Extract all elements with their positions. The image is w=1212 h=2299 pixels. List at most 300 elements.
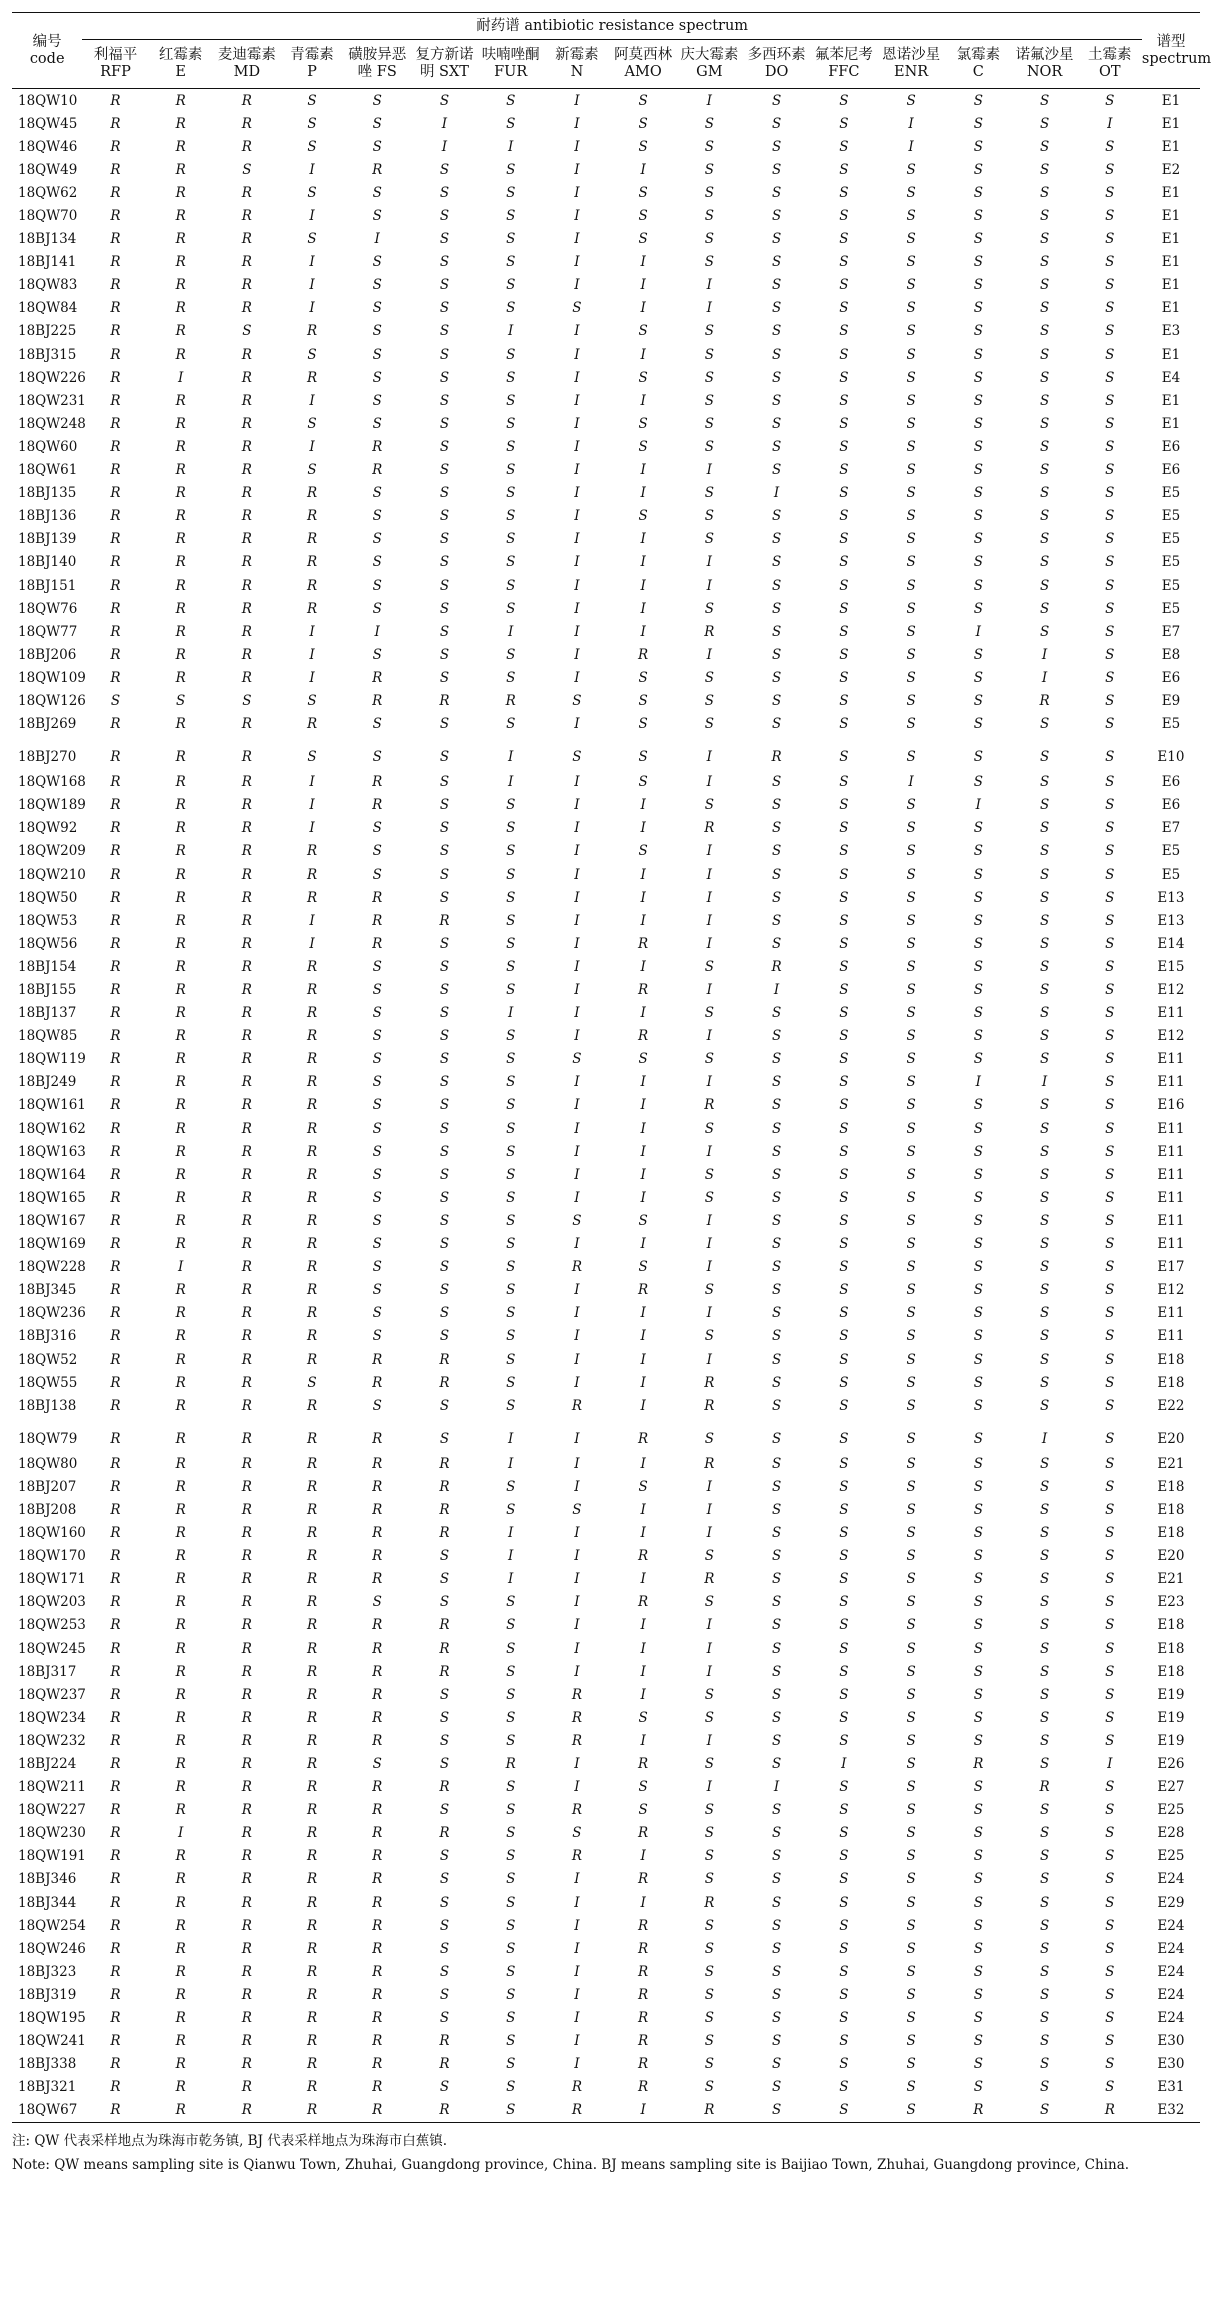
resistance-value: S — [439, 1120, 450, 1137]
strain-code: 18QW195 — [18, 2010, 86, 2027]
resistance-value: R — [306, 1871, 318, 1888]
table-row — [12, 1776, 1200, 1799]
resistance-value: S — [1105, 1143, 1115, 1160]
resistance-value: R — [110, 138, 121, 155]
resistance-value: S — [372, 1166, 382, 1183]
table-row — [12, 574, 1200, 597]
table-row — [12, 689, 1200, 712]
resistance-table-figure — [12, 12, 1212, 2177]
resistance-value: S — [906, 1143, 916, 1160]
resistance-value: S — [506, 1374, 516, 1391]
table-row — [12, 620, 1200, 643]
resistance-value: S — [839, 1074, 849, 1091]
resistance-value: S — [1039, 323, 1050, 340]
spectrum-type: E3 — [1161, 323, 1181, 340]
resistance-value: S — [839, 462, 849, 479]
resistance-value: I — [309, 912, 315, 929]
resistance-value: I — [640, 2102, 646, 2119]
resistance-value: S — [506, 1305, 516, 1322]
resistance-value: R — [306, 1236, 318, 1253]
resistance-value: S — [973, 2033, 983, 2050]
resistance-value: I — [640, 346, 646, 363]
resistance-value: S — [1039, 1686, 1050, 1703]
resistance-value: S — [973, 1802, 983, 1819]
spectrum-type: E11 — [1157, 1143, 1185, 1160]
resistance-value: S — [771, 820, 782, 837]
resistance-value: S — [771, 1986, 782, 2003]
strain-code: 18BJ139 — [18, 531, 77, 548]
resistance-value: S — [906, 889, 916, 906]
resistance-value: I — [574, 1028, 580, 1045]
resistance-value: S — [906, 1236, 916, 1253]
resistance-value: S — [973, 1571, 983, 1588]
resistance-value: S — [704, 1166, 714, 1183]
resistance-value: S — [1105, 92, 1115, 109]
spectrum-type: E8 — [1161, 646, 1181, 663]
resistance-value: S — [439, 1430, 450, 1447]
resistance-value: S — [771, 184, 782, 201]
resistance-value: S — [906, 277, 916, 294]
resistance-value: S — [704, 254, 714, 271]
resistance-value: S — [1039, 1917, 1050, 1934]
resistance-value: I — [640, 300, 646, 317]
resistance-value: S — [906, 531, 916, 548]
resistance-value: S — [506, 1259, 516, 1276]
table-row — [12, 794, 1200, 817]
spectrum-type: E1 — [1161, 208, 1181, 225]
resistance-value: S — [839, 392, 849, 409]
resistance-value: S — [372, 531, 382, 548]
resistance-value: I — [441, 138, 448, 155]
resistance-value: I — [640, 577, 646, 594]
resistance-value: R — [306, 1732, 318, 1749]
resistance-value: S — [973, 2079, 983, 2096]
resistance-value: R — [306, 1501, 318, 1518]
resistance-value: S — [704, 669, 714, 686]
resistance-value: S — [973, 1005, 983, 1022]
resistance-value: S — [1105, 1351, 1115, 1368]
resistance-value: S — [506, 508, 516, 525]
resistance-value: R — [110, 1709, 121, 1726]
resistance-value: R — [241, 1940, 252, 1957]
resistance-value: I — [574, 1143, 580, 1160]
resistance-value: R — [372, 1478, 383, 1495]
resistance-value: R — [175, 1894, 186, 1911]
resistance-value: S — [771, 1802, 782, 1819]
code-header-en: code — [29, 50, 65, 67]
resistance-value: S — [1039, 1212, 1050, 1229]
resistance-value: S — [1039, 1189, 1050, 1206]
table-row — [12, 320, 1200, 343]
resistance-value: R — [110, 623, 121, 640]
resistance-value: S — [506, 1478, 516, 1495]
resistance-value: S — [839, 669, 849, 686]
resistance-value: I — [574, 92, 580, 109]
table-row — [12, 1233, 1200, 1256]
resistance-value: S — [839, 554, 849, 571]
resistance-value: S — [906, 2079, 916, 2096]
resistance-value: R — [306, 1571, 318, 1588]
spectrum-type: E16 — [1157, 1097, 1185, 1114]
resistance-value: S — [1105, 1189, 1115, 1206]
resistance-value: I — [574, 161, 580, 178]
resistance-value: R — [110, 1397, 121, 1414]
resistance-value: I — [908, 138, 914, 155]
resistance-value: R — [175, 623, 186, 640]
resistance-value: I — [574, 1779, 580, 1796]
antibiotic-name-zh: 多西环素 — [747, 47, 806, 63]
strain-code: 18QW162 — [18, 1120, 86, 1137]
strain-code: 18QW10 — [18, 92, 78, 109]
resistance-value: R — [110, 935, 121, 952]
resistance-value: S — [973, 1917, 983, 1934]
strain-code: 18QW164 — [18, 1166, 86, 1183]
resistance-value: I — [574, 1871, 580, 1888]
resistance-value: R — [306, 2010, 318, 2027]
strain-code: 18QW52 — [18, 1351, 78, 1368]
resistance-value: S — [1105, 1617, 1115, 1634]
resistance-value: S — [771, 1143, 782, 1160]
resistance-value: S — [906, 184, 916, 201]
resistance-value: R — [175, 300, 186, 317]
resistance-value: R — [638, 1028, 649, 1045]
resistance-value: S — [372, 1594, 382, 1611]
resistance-value: R — [439, 1525, 450, 1542]
resistance-value: R — [175, 935, 186, 952]
resistance-value: S — [973, 277, 983, 294]
resistance-value: I — [309, 438, 315, 455]
resistance-value: R — [241, 2102, 252, 2119]
resistance-value: S — [638, 415, 648, 432]
spectrum-type: E1 — [1161, 277, 1181, 294]
resistance-value: I — [309, 646, 315, 663]
resistance-value: S — [839, 1617, 849, 1634]
resistance-value: R — [372, 1640, 383, 1657]
resistance-value: S — [906, 1940, 916, 1957]
resistance-value: S — [439, 254, 450, 271]
strain-code: 18BJ319 — [18, 1986, 77, 2003]
resistance-value: R — [175, 346, 186, 363]
spectrum-type: E26 — [1157, 1756, 1185, 1773]
resistance-value: R — [571, 1259, 582, 1276]
strain-code: 18QW45 — [18, 115, 78, 132]
antibiotic-header-gm — [676, 40, 742, 89]
resistance-value: S — [372, 554, 382, 571]
resistance-value: S — [1039, 462, 1050, 479]
resistance-value: R — [241, 1005, 252, 1022]
resistance-value: S — [973, 646, 983, 663]
resistance-value: R — [241, 1501, 252, 1518]
resistance-value: R — [306, 1894, 318, 1911]
resistance-value: I — [706, 889, 713, 906]
resistance-value: S — [1105, 2079, 1115, 2096]
resistance-value: S — [906, 1430, 916, 1447]
resistance-value: S — [372, 1143, 382, 1160]
resistance-value: S — [506, 2033, 516, 2050]
resistance-value: I — [574, 866, 580, 883]
resistance-value: S — [839, 184, 849, 201]
resistance-value: S — [1105, 1478, 1115, 1495]
resistance-value: S — [506, 1779, 516, 1796]
resistance-value: S — [439, 716, 450, 733]
resistance-value: R — [175, 889, 186, 906]
resistance-value: S — [973, 1779, 983, 1796]
strain-code: 18QW83 — [18, 277, 78, 294]
resistance-value: S — [973, 935, 983, 952]
resistance-value: S — [839, 1374, 849, 1391]
resistance-value: S — [839, 1282, 849, 1299]
antibiotic-name-en: NOR — [1026, 64, 1063, 80]
resistance-value: S — [1105, 1732, 1115, 1749]
spectrum-type: E7 — [1161, 623, 1181, 640]
resistance-value: S — [771, 92, 782, 109]
resistance-value: S — [839, 1802, 849, 1819]
resistance-value: S — [771, 1236, 782, 1253]
resistance-value: S — [372, 115, 382, 132]
resistance-value: R — [306, 1640, 318, 1657]
resistance-value: S — [1105, 820, 1115, 837]
resistance-value: S — [973, 1940, 983, 1957]
resistance-value: I — [1041, 669, 1048, 686]
resistance-value: S — [439, 323, 450, 340]
table-row — [12, 666, 1200, 689]
spectrum-type: E1 — [1161, 300, 1181, 317]
table-row — [12, 1498, 1200, 1521]
resistance-value: S — [372, 92, 382, 109]
resistance-value: S — [906, 1640, 916, 1657]
resistance-value: I — [706, 1525, 713, 1542]
resistance-value: S — [771, 1166, 782, 1183]
resistance-value: I — [640, 1571, 646, 1588]
resistance-value: R — [110, 1430, 121, 1447]
strain-code: 18QW230 — [18, 1825, 86, 1842]
spectrum-type: E13 — [1157, 912, 1185, 929]
resistance-value: I — [640, 392, 646, 409]
resistance-value: S — [973, 692, 983, 709]
resistance-value: R — [306, 2102, 318, 2119]
strain-code: 18QW56 — [18, 935, 78, 952]
strain-code: 18BJ345 — [18, 1282, 77, 1299]
resistance-value: S — [839, 1571, 849, 1588]
resistance-value: R — [110, 1848, 121, 1865]
resistance-value: R — [571, 2079, 582, 2096]
resistance-value: S — [906, 1005, 916, 1022]
resistance-value: R — [306, 554, 318, 571]
resistance-value: S — [1039, 600, 1050, 617]
strain-code: 18BJ138 — [18, 1397, 77, 1414]
resistance-value: S — [1105, 1051, 1115, 1068]
resistance-value: S — [506, 92, 516, 109]
resistance-value: S — [771, 889, 782, 906]
spectrum-type: E9 — [1161, 692, 1181, 709]
resistance-value: R — [110, 1051, 121, 1068]
spectrum-type: E1 — [1161, 415, 1181, 432]
resistance-value: S — [572, 1825, 582, 1842]
resistance-value: R — [638, 1917, 649, 1934]
table-row — [12, 597, 1200, 620]
resistance-value: S — [1105, 1455, 1115, 1472]
resistance-value: S — [1039, 208, 1050, 225]
resistance-value: S — [906, 623, 916, 640]
resistance-value: S — [506, 1940, 516, 1957]
resistance-value: R — [306, 1005, 318, 1022]
resistance-value: S — [906, 554, 916, 571]
spectrum-type: E11 — [1157, 1189, 1185, 1206]
resistance-value: R — [306, 866, 318, 883]
resistance-value: R — [306, 2056, 318, 2073]
resistance-value: S — [439, 866, 450, 883]
resistance-value: S — [906, 1120, 916, 1137]
resistance-value: R — [241, 1571, 252, 1588]
resistance-value: I — [309, 623, 315, 640]
resistance-value: S — [771, 935, 782, 952]
resistance-value: S — [973, 1455, 983, 1472]
resistance-value: S — [906, 1848, 916, 1865]
resistance-value: S — [973, 508, 983, 525]
note-english: Note: QW means sampling site is Qianwu Town, Zhuhai, Guangdong province, China. BJ means sampling site is Baijiao Town, Zhuhai, Guangdong province, China. — [12, 2156, 1130, 2173]
resistance-value: R — [241, 1166, 252, 1183]
resistance-value: S — [704, 2010, 714, 2027]
resistance-value: S — [372, 577, 382, 594]
resistance-value: I — [574, 1374, 580, 1391]
resistance-value: S — [973, 1282, 983, 1299]
resistance-value: R — [110, 2056, 121, 2073]
resistance-value: I — [508, 323, 514, 340]
resistance-value: S — [638, 92, 648, 109]
resistance-value: S — [1105, 646, 1115, 663]
resistance-value: S — [1039, 1051, 1050, 1068]
antibiotic-header-fur — [478, 40, 544, 89]
resistance-value: S — [973, 254, 983, 271]
resistance-value: S — [906, 2102, 916, 2119]
table-row — [12, 1937, 1200, 1960]
table-row — [12, 1706, 1200, 1729]
resistance-value: S — [1039, 1940, 1050, 1957]
resistance-value: S — [506, 2079, 516, 2096]
resistance-value: R — [306, 1825, 318, 1842]
resistance-value: S — [1039, 1478, 1050, 1495]
resistance-value: S — [110, 692, 121, 709]
resistance-value: R — [110, 843, 121, 860]
resistance-value: S — [839, 1328, 849, 1345]
resistance-value: S — [439, 1097, 450, 1114]
resistance-value: S — [839, 254, 849, 271]
resistance-value: S — [771, 554, 782, 571]
spectrum-type: E18 — [1157, 1640, 1185, 1657]
resistance-value: S — [839, 1548, 849, 1565]
table-row — [12, 135, 1200, 158]
resistance-value: S — [839, 1501, 849, 1518]
resistance-value: R — [110, 1525, 121, 1542]
resistance-value: S — [372, 1282, 382, 1299]
resistance-value: R — [306, 1328, 318, 1345]
resistance-value: I — [309, 392, 315, 409]
resistance-value: S — [771, 1871, 782, 1888]
resistance-value: S — [439, 1756, 450, 1773]
resistance-value: S — [771, 716, 782, 733]
resistance-value: S — [906, 1663, 916, 1680]
resistance-value: S — [506, 554, 516, 571]
resistance-value: I — [309, 277, 315, 294]
strain-code: 18BJ206 — [18, 646, 77, 663]
resistance-value: R — [110, 1097, 121, 1114]
resistance-value: I — [574, 1305, 580, 1322]
resistance-value: R — [110, 1640, 121, 1657]
resistance-value: R — [175, 92, 186, 109]
resistance-value: S — [1039, 1848, 1050, 1865]
antibiotic-name-en: FFC — [828, 64, 860, 80]
resistance-value: S — [973, 300, 983, 317]
resistance-value: S — [973, 208, 983, 225]
resistance-value: S — [1105, 184, 1115, 201]
resistance-value: I — [574, 1282, 580, 1299]
resistance-value: S — [704, 1189, 714, 1206]
resistance-value: S — [372, 392, 382, 409]
resistance-value: R — [241, 1051, 252, 1068]
resistance-value: S — [704, 161, 714, 178]
resistance-value: S — [307, 692, 317, 709]
resistance-value: R — [372, 1548, 383, 1565]
resistance-value: S — [1039, 138, 1050, 155]
resistance-value: S — [704, 1825, 714, 1842]
table-row — [12, 1094, 1200, 1117]
resistance-value: S — [1039, 1501, 1050, 1518]
resistance-value: R — [771, 749, 782, 766]
resistance-value: S — [439, 1963, 450, 1980]
resistance-value: R — [571, 1709, 582, 1726]
resistance-value: S — [1105, 600, 1115, 617]
resistance-value: R — [241, 184, 252, 201]
table-row — [12, 1891, 1200, 1914]
resistance-value: I — [640, 1686, 646, 1703]
resistance-value: S — [839, 692, 849, 709]
resistance-value: S — [704, 392, 714, 409]
resistance-value: S — [372, 1259, 382, 1276]
resistance-value: R — [505, 692, 516, 709]
resistance-value: R — [372, 1894, 383, 1911]
resistance-value: S — [506, 1074, 516, 1091]
spectrum-type: E22 — [1157, 1397, 1185, 1414]
resistance-value: I — [574, 2010, 580, 2027]
resistance-value: S — [1039, 843, 1050, 860]
resistance-value: S — [1105, 531, 1115, 548]
resistance-value: S — [839, 1166, 849, 1183]
resistance-value: S — [506, 1212, 516, 1229]
resistance-value: S — [439, 1236, 450, 1253]
table-row — [12, 181, 1200, 204]
resistance-value: S — [973, 2056, 983, 2073]
resistance-value: R — [372, 1848, 383, 1865]
resistance-value: R — [110, 231, 121, 248]
resistance-value: R — [110, 531, 121, 548]
resistance-value: I — [574, 958, 580, 975]
resistance-value: S — [439, 508, 450, 525]
resistance-value: S — [771, 2056, 782, 2073]
resistance-value: R — [110, 2033, 121, 2050]
resistance-value: R — [110, 1120, 121, 1137]
resistance-value: R — [241, 1779, 252, 1796]
resistance-value: I — [574, 1189, 580, 1206]
resistance-value: I — [640, 1305, 646, 1322]
resistance-value: S — [439, 161, 450, 178]
resistance-value: I — [640, 1397, 646, 1414]
resistance-value: R — [372, 2056, 383, 2073]
strain-code: 18QW84 — [18, 300, 78, 317]
table-row — [12, 713, 1200, 736]
resistance-value: I — [706, 462, 713, 479]
resistance-value: S — [973, 1143, 983, 1160]
resistance-value: S — [704, 415, 714, 432]
